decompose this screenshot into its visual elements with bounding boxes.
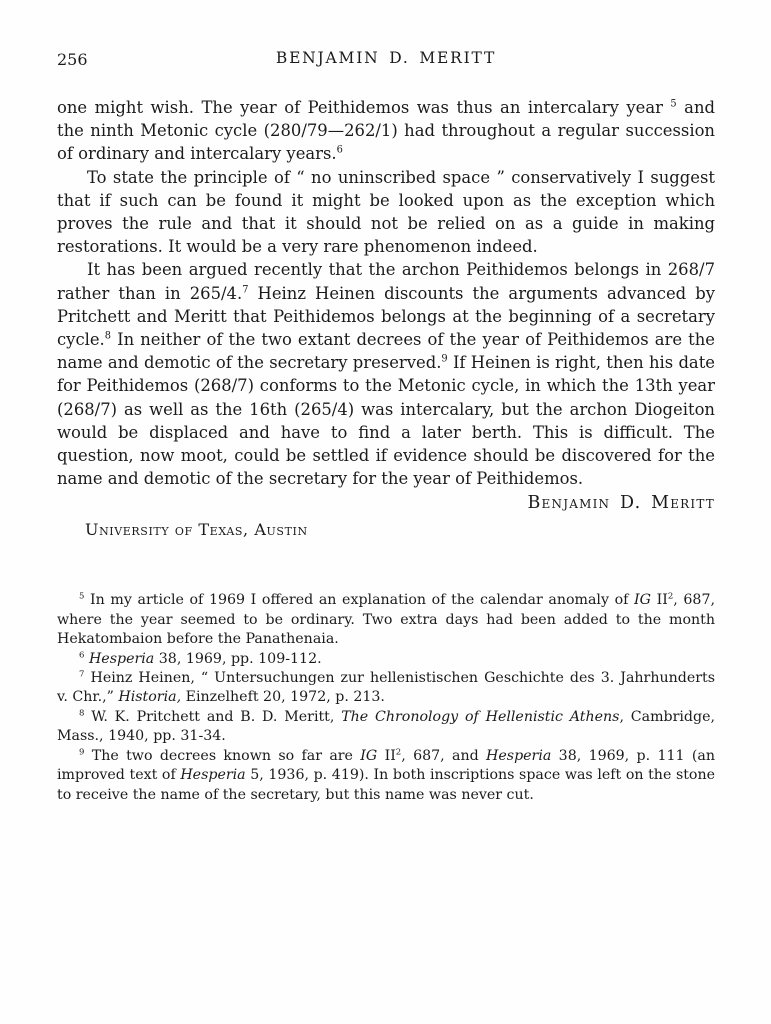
text-run: If Heinen is right, then his date for Peithidemos (268/7) conforms to the Metonic cycle, in which the 13th year (268/7) as well as the 16th (265/4) was intercalary, but the archon Diogeiton would be displaced and have to find a later berth. This is difficult. The question, now moot, could be settled if evidence should be discovered for the name and demotic of the secretary for the year of Peithidemos. xyxy=(57,353,715,489)
footnote-ref: 9 xyxy=(441,353,448,365)
footnote xyxy=(57,747,715,805)
italic-text-run: The Chronology of Hellenistic Athens xyxy=(341,708,620,725)
text-run: Heinz Heinen, “ Untersuchungen zur hellenistischen Geschichte des 3. Jahrhunderts v. Chr.,” xyxy=(57,670,715,706)
footnote-ref: 5 xyxy=(79,591,85,602)
text-run: 5, 1936, p. 419). In both inscriptions space was left on the stone to receive the name of the secretary, but this name was never cut. xyxy=(57,767,715,803)
text-run: , 687, and xyxy=(401,747,487,764)
text-run: 38, 1969, p. 111 (an improved text of xyxy=(57,747,715,784)
footnote-ref: 7 xyxy=(242,284,249,296)
italic-text-run: Hesperia xyxy=(180,767,246,784)
author-affiliation: University of Texas, Austin xyxy=(85,520,308,540)
footnote-ref: 2 xyxy=(667,591,674,602)
text-run: Einzelheft 20, 1972, p. 213. xyxy=(181,689,385,706)
text-run: In neither of the two extant decrees of the year of Peithidemos are the name and demotic of the secretary preserved. xyxy=(57,330,715,373)
italic-text-run: Hesperia xyxy=(486,747,552,764)
article-body xyxy=(57,96,715,490)
text-run: II xyxy=(651,592,668,609)
page-header xyxy=(57,49,715,69)
paragraph xyxy=(57,258,715,490)
footnote-ref: 7 xyxy=(79,669,85,680)
text-run: II xyxy=(377,747,396,764)
text-run: one might wish. The year of Peithidemos was thus an intercalary year xyxy=(57,98,671,117)
paragraph xyxy=(57,96,715,166)
footnote-ref: 9 xyxy=(79,746,85,757)
footnote-ref: 2 xyxy=(395,746,402,757)
text-run: W. K. Pritchett and B. D. Meritt, xyxy=(84,708,342,725)
paragraph xyxy=(57,166,715,259)
italic-text-run: IG xyxy=(360,747,378,764)
italic-text-run: Hesperia xyxy=(88,650,155,667)
footnote xyxy=(57,650,715,669)
footnote xyxy=(57,669,715,708)
footnotes xyxy=(57,591,715,804)
footnote-ref: 5 xyxy=(670,98,677,110)
text-run: , 687, where the year seemed to be ordinary. Two extra days had been added to the month Hekatombaion before the Panathenaia. xyxy=(57,592,715,648)
text-run: To state the principle of “ no uninscribed space ” conservatively I suggest that if such can be found it might be looked upon as the exception which proves the rule and that it should not be relied on as a guide in making restorations. It would be a very rare phenomenon indeed. xyxy=(57,167,715,257)
italic-text-run: Historia, xyxy=(118,689,182,706)
footnote-ref: 6 xyxy=(336,144,343,156)
footnote-ref: 6 xyxy=(79,649,85,660)
italic-text-run: IG xyxy=(634,592,651,609)
author-signature: Benjamin D. Meritt xyxy=(527,493,715,514)
text-run: , Cambridge, Mass., 1940, pp. 31-34. xyxy=(57,708,715,745)
footnote-ref: 8 xyxy=(79,708,85,719)
page-content xyxy=(57,0,715,805)
text-run: 38, 1969, pp. 109-112. xyxy=(154,650,322,667)
text-run: In my article of 1969 I offered an explanation of the calendar anomaly of xyxy=(84,592,635,609)
text-run: and the ninth Metonic cycle (280/79—262/1) had throughout a regular succession of ordinary and intercalary years. xyxy=(57,98,715,164)
footnote-ref: 8 xyxy=(104,330,112,342)
page-number: 256 xyxy=(57,50,88,69)
running-head: BENJAMIN D. MERITT xyxy=(275,49,497,67)
footnote xyxy=(57,591,715,649)
text-run: Heinz Heinen discounts the arguments advanced by Pritchett and Meritt that Peithidemos belongs at the beginning of a secretary cycle. xyxy=(57,283,715,350)
text-run: It has been argued recently that the archon Peithidemos belongs in 268/7 rather than in 265/4. xyxy=(57,260,715,303)
text-run: The two decrees known so far are xyxy=(84,747,361,764)
footnote xyxy=(57,708,715,747)
